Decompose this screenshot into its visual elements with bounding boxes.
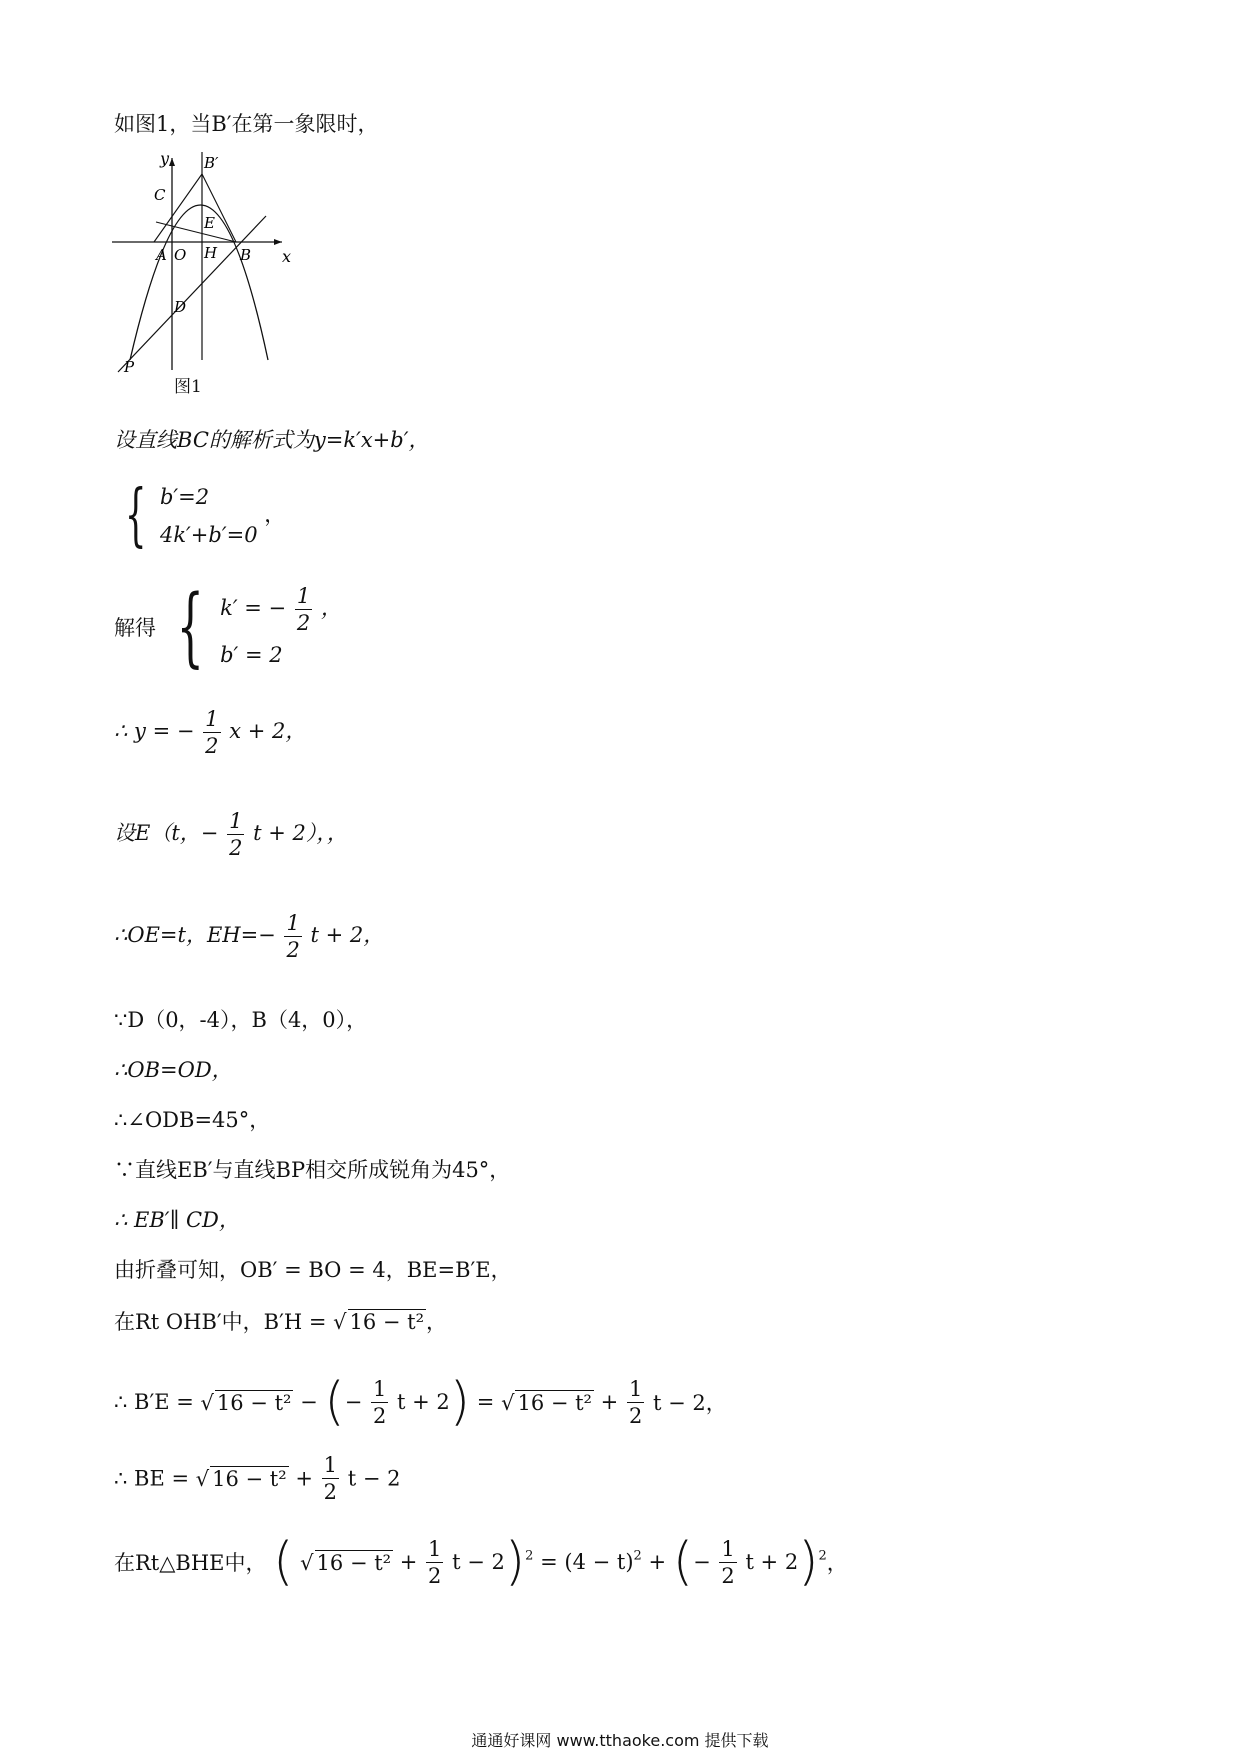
text-line-16: ∴ BE = √ 16 − t² + $\frac{1}{2}$ t − 2 xyxy=(114,1453,401,1504)
label-c: C xyxy=(154,186,166,204)
frac-den: 2 xyxy=(323,1480,338,1504)
frac-num: 1 xyxy=(628,1376,643,1401)
frac-den: 2 xyxy=(372,1403,387,1428)
solve-prefix: 解得 xyxy=(114,616,156,640)
text-line-14: 在Rt OHB′中，B′H = √ 16 − t²， xyxy=(114,1310,448,1334)
label-y: y xyxy=(160,149,170,168)
brace: { xyxy=(124,476,147,555)
l17-square: 2 xyxy=(525,1548,534,1564)
l15-inner-right: t + 2 xyxy=(397,1390,450,1414)
l7-right: t + 2， xyxy=(310,923,385,947)
l6-left: 设E（t，− xyxy=(114,821,219,845)
text-line-12: ∴ EB′∥ CD， xyxy=(114,1208,240,1232)
text-line-8: ∵D（0，-4），B（4，0）， xyxy=(114,1008,368,1032)
text-line-15: ∴ B′E = √ 16 − t² − (− $\frac{1}{2}$ t + 2) = √ 16 − t² + $\frac{1}{2}$ t − 2， xyxy=(114,1372,727,1432)
l17-square-2: 2 xyxy=(633,1548,642,1564)
line-bp xyxy=(118,216,266,372)
frac-num: 1 xyxy=(205,707,219,731)
figure-caption: 图1 xyxy=(174,377,202,397)
frac-den: 2 xyxy=(721,1563,735,1588)
sys1-row-1: b′=2 xyxy=(159,485,210,509)
frac-num: 1 xyxy=(428,1536,442,1561)
sys2-row-1-tail: ， xyxy=(320,596,342,620)
label-b-prime: B′ xyxy=(204,154,219,172)
figure-1-diagram xyxy=(110,150,290,390)
l15-eq: = xyxy=(476,1390,502,1414)
l6-right: t + 2），， xyxy=(253,821,348,845)
l5-left: ∴ y = − xyxy=(114,719,195,743)
sys2-row-2: b′ = 2 xyxy=(220,643,283,667)
text-line-9: ∴OB=OD， xyxy=(114,1058,233,1082)
frac-den: 2 xyxy=(296,611,311,635)
sys1-tail: ， xyxy=(264,502,286,527)
l14-tail: ， xyxy=(426,1310,448,1334)
label-e: E xyxy=(204,214,215,232)
text-line-17: 在Rt△BHE中， ( √ 16 − t² + $\frac{1}{2}$ $t - 2)^2 = (4 - t)^2$ + (− $\frac{1}{2}$ t + 2)$^2$， xyxy=(114,1532,848,1592)
label-a: A xyxy=(156,246,167,264)
sqrt-radicand-2: 16 − t² xyxy=(517,1390,592,1415)
sqrt-radicand-1: 16 − t² xyxy=(216,1390,292,1415)
brace: { xyxy=(176,577,204,677)
l17-mid: (4 − t) xyxy=(564,1550,634,1574)
equation-system-2 xyxy=(114,577,342,677)
frac-den: 2 xyxy=(229,836,243,860)
sqrt-radicand: 16 − t² xyxy=(349,1310,425,1334)
text-line-2: 设直线BC的解析式为y=k′x+b′， xyxy=(114,428,430,452)
equation-system-1 xyxy=(114,478,285,554)
label-b: B xyxy=(240,246,252,264)
frac-num: 1 xyxy=(229,809,243,833)
text-line-7 xyxy=(114,910,384,963)
frac-num: 1 xyxy=(296,584,311,608)
l17-plus2: + xyxy=(648,1550,673,1574)
label-p: P xyxy=(124,358,135,376)
l7-left: ∴OE=t，EH=− xyxy=(114,923,276,947)
l15-mid1: − xyxy=(300,1390,325,1414)
frac-num: 1 xyxy=(372,1376,387,1401)
text-line-11: ∵直线EB′与直线BP相交所成锐角为45°， xyxy=(114,1158,511,1182)
frac-num: 1 xyxy=(286,911,300,935)
l16-left: ∴ BE = xyxy=(114,1466,196,1491)
text-line-10: ∴∠ODB=45°， xyxy=(114,1108,271,1132)
text-line-1: 如图1，当B′在第一象限时， xyxy=(114,112,379,136)
frac-den: 2 xyxy=(628,1403,643,1428)
text-line-6 xyxy=(114,808,348,861)
l17-left: 在Rt△BHE中， xyxy=(114,1551,267,1575)
l17-inner: − xyxy=(693,1550,718,1574)
l17-t2: t − 2 xyxy=(452,1550,505,1574)
l15-inner: − xyxy=(344,1390,369,1414)
l16-end: t − 2 xyxy=(347,1466,401,1491)
label-d: D xyxy=(174,298,187,316)
frac-den: 2 xyxy=(428,1563,442,1588)
sys2-row-1-left: k′ = − xyxy=(220,596,287,620)
label-o: O xyxy=(174,246,187,264)
l16-plus: + xyxy=(295,1466,320,1491)
frac-den: 2 xyxy=(286,938,300,962)
l15-left: ∴ B′E = xyxy=(114,1390,201,1414)
label-x: x xyxy=(282,247,292,266)
l17-tail: ， xyxy=(826,1551,848,1575)
l17-square-3: 2 xyxy=(818,1548,827,1564)
l17-plus: + xyxy=(399,1550,425,1574)
l17-eq: = xyxy=(540,1550,565,1574)
l5-right: x + 2， xyxy=(229,719,307,743)
text-line-13: 由折叠可知，OB′ = BO = 4，BE=B′E， xyxy=(114,1258,512,1282)
frac-den: 2 xyxy=(205,734,219,758)
l15-plus: + xyxy=(600,1390,625,1414)
text-line-5 xyxy=(114,706,306,759)
l15-end: t − 2， xyxy=(653,1391,727,1415)
frac-num: 1 xyxy=(721,1536,735,1561)
sys1-row-2: 4k′+b′=0 xyxy=(159,523,258,547)
frac-num: 1 xyxy=(323,1453,338,1477)
page-footer: 通通好课网 www.tthaoke.com 提供下载 xyxy=(471,1731,769,1750)
sqrt-radicand: 16 − t² xyxy=(212,1467,287,1491)
sqrt-radicand: 16 − t² xyxy=(316,1550,392,1575)
label-h: H xyxy=(204,244,218,262)
l14-left: 在Rt OHB′中，B′H = xyxy=(114,1310,334,1334)
l17-inner-right: t + 2 xyxy=(745,1550,799,1574)
